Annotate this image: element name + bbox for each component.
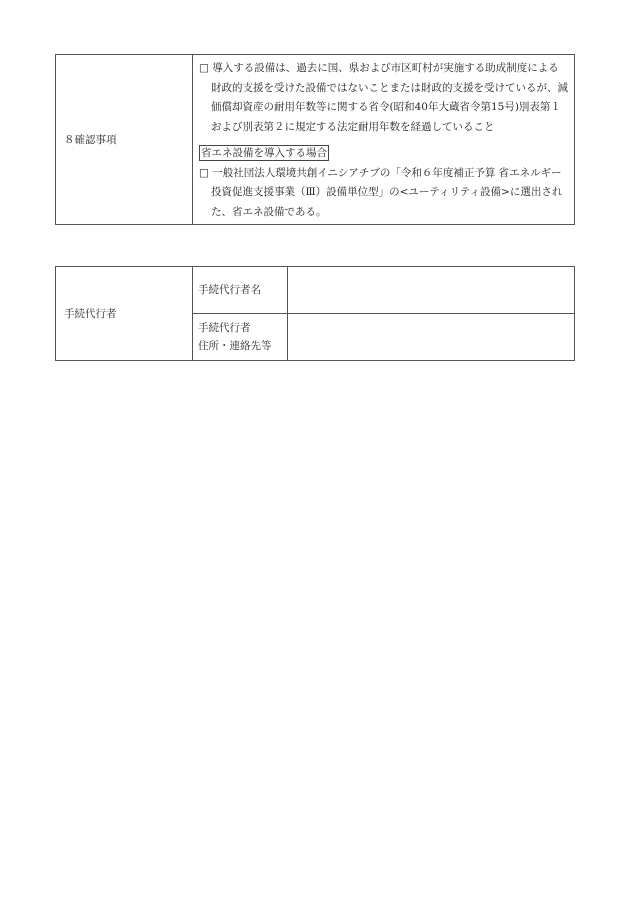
agent-address-field[interactable] xyxy=(288,314,575,361)
label-line: 手続代行者 xyxy=(198,322,251,334)
section-heading: 省エネ設備を導入する場合 xyxy=(201,147,327,159)
agent-table xyxy=(55,266,575,361)
confirmation-label: ８確認事項 xyxy=(56,55,193,225)
item-text: 一般社団法人環境共創イニシアチブの「令和６年度補正予算 省エネルギー投資促進支援事業（Ⅲ）設備単位型」の<ユーティリティ設備>に選出された、省エネ設備である。 xyxy=(211,166,563,218)
confirmation-content xyxy=(193,55,575,225)
agent-label: 手続代行者 xyxy=(56,267,193,361)
confirmation-table xyxy=(55,54,575,225)
item-text: 導入する設備は、過去に国、県および市区町村が実施する助成制度による財政的支援を受けた設備ではないことまたは財政的支援を受けているが、減価償却資産の耐用年数等に関する省令(昭和40年大蔵省令第15号)別表第１および別表第２に規定する法定耐用年数を経過していること xyxy=(211,62,568,133)
confirmation-item-2 xyxy=(199,164,568,223)
checkbox[interactable]: □ xyxy=(199,62,209,74)
agent-name-label: 手続代行者名 xyxy=(193,267,288,314)
checkbox[interactable]: □ xyxy=(199,166,209,179)
confirmation-item-1 xyxy=(199,59,568,137)
agent-name-field[interactable] xyxy=(288,267,575,314)
agent-address-label xyxy=(193,314,288,361)
label-line: 住所・連絡先等 xyxy=(198,340,272,352)
